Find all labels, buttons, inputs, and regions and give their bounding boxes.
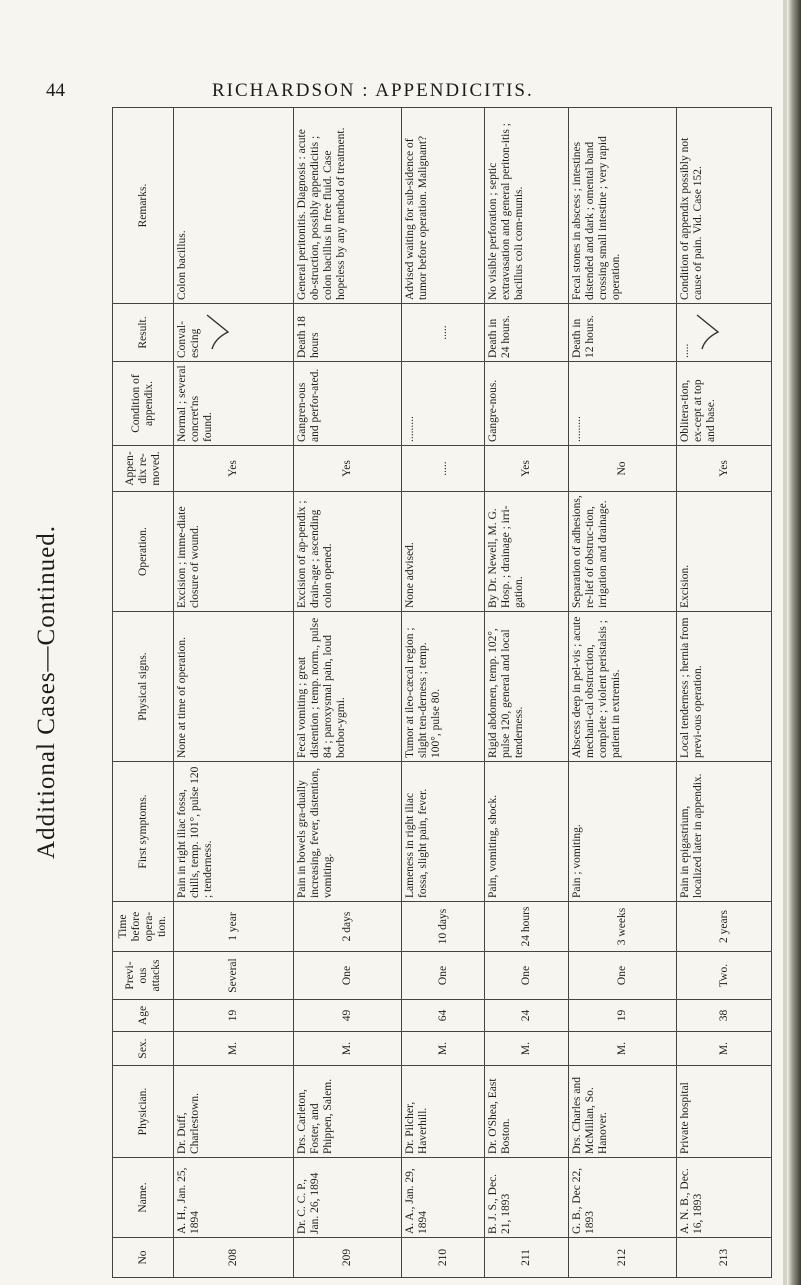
cell-previous-attacks: One <box>401 952 485 1000</box>
cell-operation: By Dr. Newell, M. G. Hosp. ; drainage ; irri-gation. <box>485 492 569 612</box>
cell-result <box>677 304 772 362</box>
cell-result: ..... <box>401 304 485 362</box>
header-physician: Physician. <box>113 1066 174 1158</box>
cell-physician: Dr. O'Shea, East Boston. <box>485 1066 569 1158</box>
handwritten-check-mark-icon <box>694 313 722 353</box>
cell-physician: Dr. Duff, Charlestown. <box>174 1066 294 1158</box>
cell-name: A. A., Jan. 29, 1894 <box>401 1158 485 1238</box>
header-time-before-operation: Time before opera-tion. <box>113 902 174 952</box>
cell-result: Death in 12 hours. <box>568 304 676 362</box>
cell-physical-signs: Tumor at ileo-cæcal region ; slight ten-derness ; temp. 100°, pulse 80. <box>401 612 485 762</box>
cell-previous-attacks: Two. <box>677 952 772 1000</box>
cell-remarks: Condition of appendix possibly not cause of pain. Vid. Case 152. <box>677 108 772 304</box>
cell-physical-signs: None at time of operation. <box>174 612 294 762</box>
cell-first-symptoms: Pain in bowels gra-dually increasing, fever, distention, vomiting. <box>293 762 401 902</box>
cell-appendix-removed: Yes <box>485 446 569 492</box>
cell-previous-attacks: One <box>568 952 676 1000</box>
header-condition-of-appendix: Condition of appendix. <box>113 362 174 446</box>
cell-remarks: Colon bacillus. <box>174 108 294 304</box>
cell-age: 19 <box>568 1000 676 1032</box>
table-row <box>401 108 485 1278</box>
header-no: No <box>113 1238 174 1278</box>
cell-physical-signs: Rigid abdomen, temp. 102°, pulse 120, general and local tenderness. <box>485 612 569 762</box>
cell-appendix-removed: Yes <box>677 446 772 492</box>
cell-physical-signs: Local tenderness ; hernia from previ-ous operation. <box>677 612 772 762</box>
cell-age: 49 <box>293 1000 401 1032</box>
cell-age: 38 <box>677 1000 772 1032</box>
cases-table <box>112 107 772 1278</box>
cell-name: Dr. C. C. P., Jan. 26, 1894 <box>293 1158 401 1238</box>
table-row <box>293 108 401 1278</box>
page-edge-shadow <box>787 0 801 1285</box>
header-appendix-removed: Appen-dix re-moved. <box>113 446 174 492</box>
page-number: 44 <box>46 80 65 101</box>
cell-sex: M. <box>293 1032 401 1066</box>
cell-result-text: ..... <box>679 343 692 358</box>
cell-remarks: Advised waiting for sub-sidence of tumor before operation. Malignant? <box>401 108 485 304</box>
header-first-symptoms: First symptoms. <box>113 762 174 902</box>
header-physical-signs: Physical signs. <box>113 612 174 762</box>
cell-first-symptoms: Pain ; vomiting. <box>568 762 676 902</box>
cell-operation: Separation of adhesions, re-lief of obstruc-tion, irrigation and drainage. <box>568 492 676 612</box>
cell-age: 64 <box>401 1000 485 1032</box>
cell-result <box>174 304 294 362</box>
cell-no: 210 <box>401 1238 485 1278</box>
cell-condition-of-appendix: ......... <box>401 362 485 446</box>
cell-remarks: No visible perforation ; septic extravasation and general periton-itis ; bacillus coli com-munis. <box>485 108 569 304</box>
running-title: RICHARDSON : APPENDICITIS. <box>212 80 534 101</box>
cell-first-symptoms: Pain, vomiting, shock. <box>485 762 569 902</box>
cell-time-before-operation: 2 days <box>293 902 401 952</box>
cell-sex: M. <box>401 1032 485 1066</box>
cell-operation: Excision of ap-pendix ; drain-age ; ascending colon opened. <box>293 492 401 612</box>
cell-first-symptoms: Pain in epigastrium, localized later in appendix. <box>677 762 772 902</box>
header-remarks: Remarks. <box>113 108 174 304</box>
cell-operation: Excision. <box>677 492 772 612</box>
table-row <box>568 108 676 1278</box>
cell-first-symptoms: Lameness in right iliac fossa, slight pain, fever. <box>401 762 485 902</box>
side-caption <box>27 112 67 1272</box>
cell-condition-of-appendix: Gangre-nous. <box>485 362 569 446</box>
cell-name: A. N. B., Dec. 16, 1893 <box>677 1158 772 1238</box>
header-sex: Sex. <box>113 1032 174 1066</box>
cell-physician: Drs. Carleton, Foster, and Phippen, Salem. <box>293 1066 401 1158</box>
cell-no: 212 <box>568 1238 676 1278</box>
cell-condition-of-appendix: Normal ; several concret'ns found. <box>174 362 294 446</box>
table-header-row <box>113 108 174 1278</box>
cell-physical-signs: Abscess deep in pel-vis ; acute mechani-cal obstruction, complete ; violent peristalsis ; patient in extremis. <box>568 612 676 762</box>
table-row <box>174 108 294 1278</box>
cell-time-before-operation: 10 days <box>401 902 485 952</box>
cell-result-text: Conval-escing <box>176 320 201 358</box>
header-previous-attacks: Previ-ous attacks <box>113 952 174 1000</box>
cell-previous-attacks: One <box>485 952 569 1000</box>
cell-first-symptoms: Pain in right iliac fossa, chills, temp. 101°, pulse 120 ; tenderness. <box>174 762 294 902</box>
cell-age: 19 <box>174 1000 294 1032</box>
cell-appendix-removed: ..... <box>401 446 485 492</box>
cell-age: 24 <box>485 1000 569 1032</box>
handwritten-check-mark-icon <box>204 313 232 353</box>
cell-time-before-operation: 24 hours <box>485 902 569 952</box>
cell-appendix-removed: No <box>568 446 676 492</box>
cell-physical-signs: Fecal vomiting ; great distention ; temp. norm., pulse 84 ; paroxysmal pain, loud borbor-ygmi. <box>293 612 401 762</box>
cell-physician: Drs. Charles and McMillan, So. Hanover. <box>568 1066 676 1158</box>
cell-time-before-operation: 2 years <box>677 902 772 952</box>
table-row <box>485 108 569 1278</box>
cell-operation: Excision ; imme-diate closure of wound. <box>174 492 294 612</box>
cell-no: 213 <box>677 1238 772 1278</box>
cell-remarks: Fecal stones in abscess ; intestines distended and dark ; omental band crossing small intestine ; very rapid operation. <box>568 108 676 304</box>
cell-operation: None advised. <box>401 492 485 612</box>
cell-physician: Private hospital <box>677 1066 772 1158</box>
cell-time-before-operation: 3 weeks <box>568 902 676 952</box>
cell-physician: Dr. Pilcher, Haverhill. <box>401 1066 485 1158</box>
cell-appendix-removed: Yes <box>174 446 294 492</box>
page-edge-line <box>783 0 787 1285</box>
cases-table-container <box>112 108 772 1278</box>
cell-sex: M. <box>568 1032 676 1066</box>
cell-remarks: General peritonitis. Diagnosis : acute ob-struction, possibly appendicitis ; colon bacillus in free fluid. Case hopeless by any method of treatment. <box>293 108 401 304</box>
cell-name: G. B., Dec 22, 1893 <box>568 1158 676 1238</box>
cell-appendix-removed: Yes <box>293 446 401 492</box>
cell-no: 211 <box>485 1238 569 1278</box>
cell-name: B. J. S., Dec. 21, 1893 <box>485 1158 569 1238</box>
cell-previous-attacks: One <box>293 952 401 1000</box>
cell-sex: M. <box>485 1032 569 1066</box>
cell-sex: M. <box>677 1032 772 1066</box>
header-operation: Operation. <box>113 492 174 612</box>
cell-result: Death 18 hours <box>293 304 401 362</box>
header-result: Result. <box>113 304 174 362</box>
cell-time-before-operation: 1 year <box>174 902 294 952</box>
cell-no: 209 <box>293 1238 401 1278</box>
header-age: Age <box>113 1000 174 1032</box>
cell-previous-attacks: Several <box>174 952 294 1000</box>
cell-sex: M. <box>174 1032 294 1066</box>
side-caption-text: Additional Cases—Continued. <box>33 525 60 859</box>
cell-condition-of-appendix: Gangren-ous and perfor-ated. <box>293 362 401 446</box>
cell-result: Death in 24 hours. <box>485 304 569 362</box>
cell-condition-of-appendix: Oblitera-tion, ex-cept at top and base. <box>677 362 772 446</box>
cell-no: 208 <box>174 1238 294 1278</box>
table-row <box>677 108 772 1278</box>
cell-condition-of-appendix: ......... <box>568 362 676 446</box>
cell-name: A. H., Jan. 25, 1894 <box>174 1158 294 1238</box>
header-name: Name. <box>113 1158 174 1238</box>
